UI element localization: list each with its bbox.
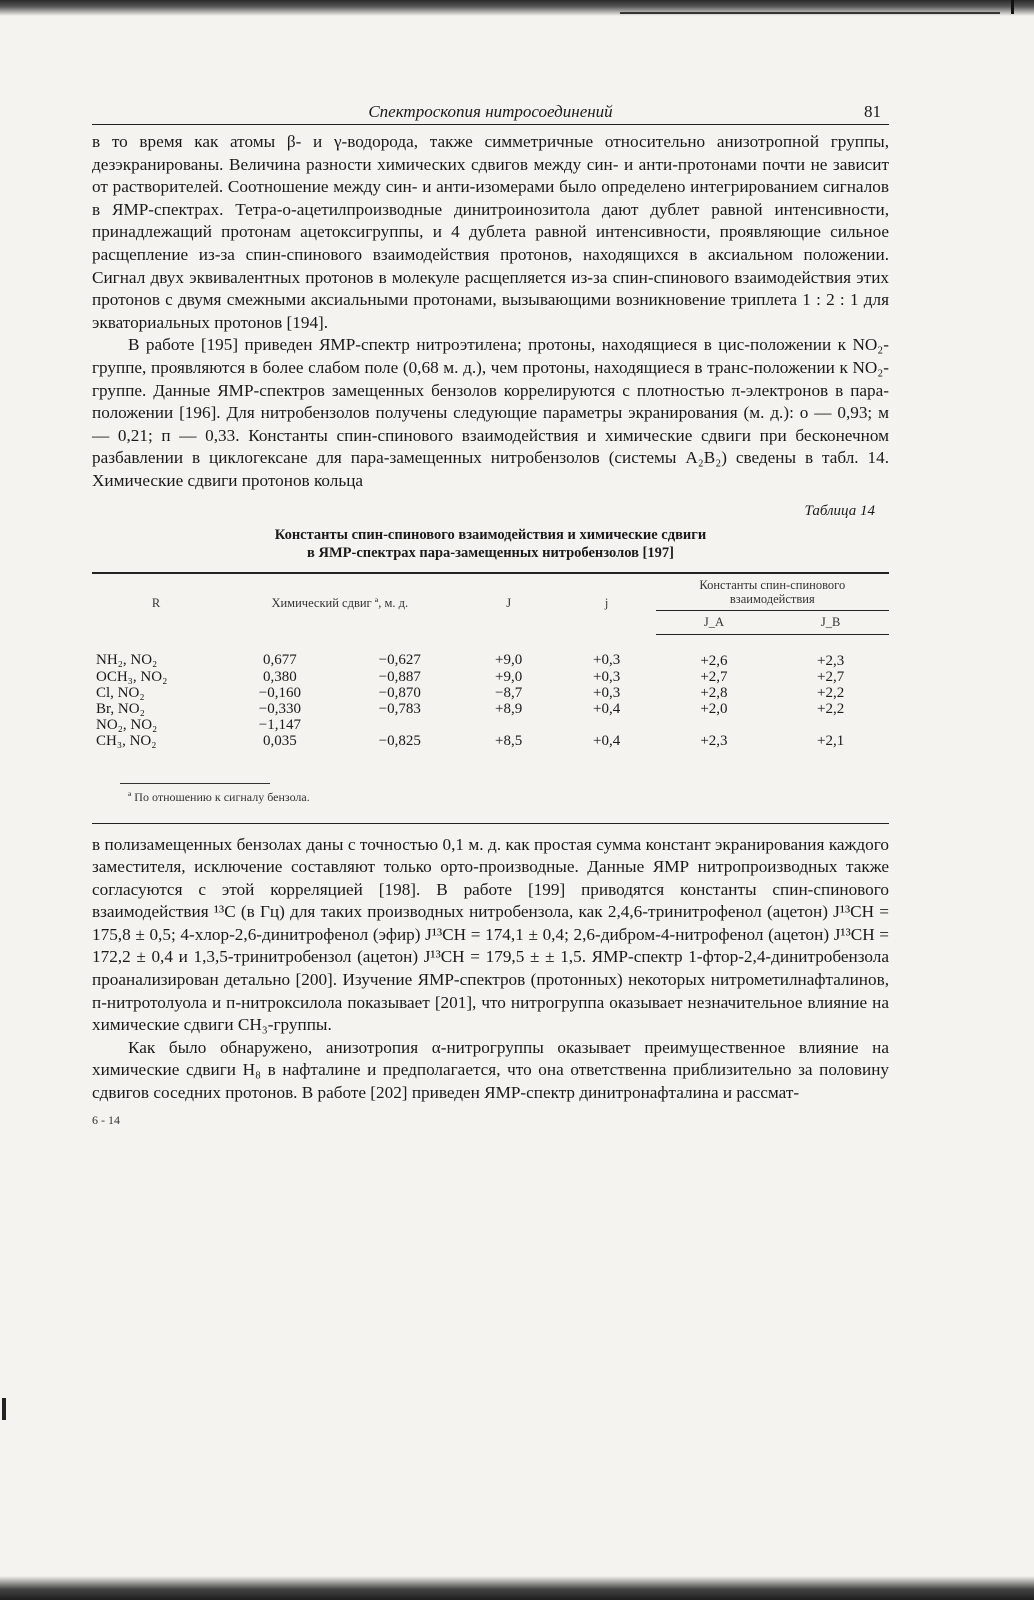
table-cell: +2,7 [700,668,728,685]
page-number: 81 [864,102,881,121]
table-row [92,634,889,669]
table-cell: −0,825 [378,732,421,749]
footnote-rule [120,783,270,784]
table-cell [340,717,460,733]
table-cell: −0,870 [378,684,421,701]
table-cell: −0,627 [378,652,421,669]
table-row [92,701,889,717]
table-row [92,685,889,701]
paragraph: в полизамещенных бензолах даны с точностью 0,1 м. д. как простая сумма констант экранирования каждого заместителя, исключение составляют только орто-производные. Данные ЯМР нитропроизводных также согласуются с этой корреляцией [198]. В работе [199] приводятся константы спин-спинового взаимодействия ¹³C (в Гц) для таких производных нитробензола, как 2,4,6-тринитрофенол (ацетон) J¹³CH = 175,8 ± 0,5; 4-хлор-2,6-динитрофенол (эфир) J¹³CH = 174,1 ± 0,4; 2,6-дибром-4-нитрофенол (ацетон) J¹³CH = 172,2 ± 0,4 и 1,3,5-тринитробензол (ацетон) J¹³CH = 179,5 ± ± 1,5. ЯМР-спектр 1-фтор-2,4-динитробензола проанализирован детально [200]. Изучение ЯМР-спектров (протонных) некоторых нитрометилнафталинов, п-нитротолуола и п-нитроксилола показывает [201], что нитрогруппа оказывает незначительное влияние на химические сдвиги CH₃-группы. [92,834,889,1035]
table-cell: −0,887 [378,668,421,685]
table-row [92,733,889,761]
table-cell: +2,8 [700,684,728,701]
table-cell: 0,035 [263,732,297,749]
margin-mark [2,1398,6,1420]
table-cell: OCH₃, NO₂ [96,668,168,685]
printer-signature: 6 - 14 [92,1112,120,1127]
table-cell: +2,6 [700,652,728,669]
table-bottom-rule [92,823,889,824]
column-header-shift: Химический сдвиг ª, м. д. [220,573,460,635]
table-cell: +0,3 [593,652,621,669]
table-row [92,669,889,685]
table-cell: +2,3 [700,732,728,749]
table-cell: −1,147 [258,716,302,733]
table-cell: +2,7 [817,668,845,685]
table-number: Таблица 14 [804,502,875,519]
table-cell [656,717,773,733]
table-cell: −8,7 [495,684,523,701]
table-cell: +9,0 [495,652,523,669]
table-cell: Cl, NO₂ [96,684,145,701]
table-cell: −0,330 [258,700,302,717]
table-cell: +0,3 [593,684,621,701]
table-body [92,634,889,761]
table-cell: +0,3 [593,668,621,685]
column-header-group: Константы спин-спинового взаимодействия [656,573,889,611]
table-row [92,717,889,733]
running-head [92,100,889,125]
table-cell: 0,677 [263,652,297,669]
table-cell: NO₂, NO₂ [96,716,158,733]
scan-top-line [620,12,1000,14]
column-header-j: j [558,573,656,635]
scan-corner-mark [1011,0,1014,14]
table-caption-line: в ЯМР-спектрах пара-замещенных нитробензолов [197] [307,544,674,561]
table-cell: +0,4 [593,700,621,717]
table-caption [92,526,889,562]
table-cell: +2,3 [817,652,845,669]
table-cell: +2,1 [817,732,845,749]
table-cell: +2,2 [817,700,845,717]
paragraph: Как было обнаружено, анизотропия α-нитрогруппы оказывает преимущественное влияние на химические сдвиги H₈ в нафталине и предполагается, что она ответственна приблизительно за половину сдвигов соседних протонов. В работе [202] приведен ЯМР-спектр динитронафталина и рассмат- [92,1037,889,1103]
paragraph: в то время как атомы β- и γ-водорода, также симметричные относительно анизотропной группы, дезэкранированы. Величина разности химических сдвигов между син- и анти-протонами почти не зависит от растворителей. Соотношение между син- и анти-изомерами было определено интегрированием сигналов в ЯМР-спектрах. Тетра-о-ацетилпроизводные динитроинозитола дают дублет равной интенсивности, принадлежащий протонам ацетоксигруппы, и 4 дублета равной интенсивности, проявляющие сильное расщепление из-за спин-спинового взаимодействия протонов, находящихся в аксиальном положении. Сигнал двух эквивалентных протонов в молекуле расщепляется из-за спин-спинового взаимодействия этих протонов с двумя смежными аксиальными протонами, вызывающими возникновение триплета 1 : 2 : 1 для экваториальных протонов [194]. [92,132,889,332]
column-header-J: J [460,573,558,635]
table-cell: Br, NO₂ [96,700,145,717]
table-cell: +8,9 [495,700,523,717]
table-cell [772,717,889,733]
table-cell: CH₃, NO₂ [96,732,157,749]
table-footnote: ª По отношению к сигналу бензола. [128,789,310,804]
column-header-r: R [92,573,220,635]
running-title: Спектроскопия нитросоединений [368,102,613,121]
scan-bottom-edge [0,1576,1034,1600]
table-cell [460,717,558,733]
paragraph: В работе [195] приведен ЯМР-спектр нитроэтилена; протоны, находящиеся в цис-положении к NO₂-группе, проявляются в более слабом поле (0,68 м. д.), чем протоны, находящиеся в транс-положении к NO₂-группе. Данные ЯМР-спектров замещенных бензолов коррелируются с плотностью π-электронов в пара-положении [196]. Для нитробензолов получены следующие параметры экранирования (м. д.): о — 0,93; м — 0,21; п — 0,33. Константы спин-спинового взаимодействия и химические сдвиги при бесконечном разбавлении в циклогексане для пара-замещенных нитробензолов (системы A₂B₂) сведены в табл. 14. Химические сдвиги протонов кольца [92,335,889,490]
column-header-JB: J_B [772,610,889,634]
data-table [92,572,889,761]
table-cell: −0,160 [258,684,302,701]
table-cell: +2,2 [817,684,845,701]
table-cell: +8,5 [495,732,523,749]
table-cell: −0,783 [378,700,421,717]
column-header-JA: J_A [656,610,773,634]
table-caption-line: Константы спин-спинового взаимодействия и химические сдвиги [274,526,707,543]
table-cell: +0,4 [593,732,621,749]
table-cell: +2,0 [700,700,728,717]
table-cell: NH₂, NO₂ [96,652,158,669]
book-page [92,100,889,1128]
table-cell [558,717,656,733]
table-cell: 0,380 [263,668,297,685]
table-cell: +9,0 [495,668,523,685]
